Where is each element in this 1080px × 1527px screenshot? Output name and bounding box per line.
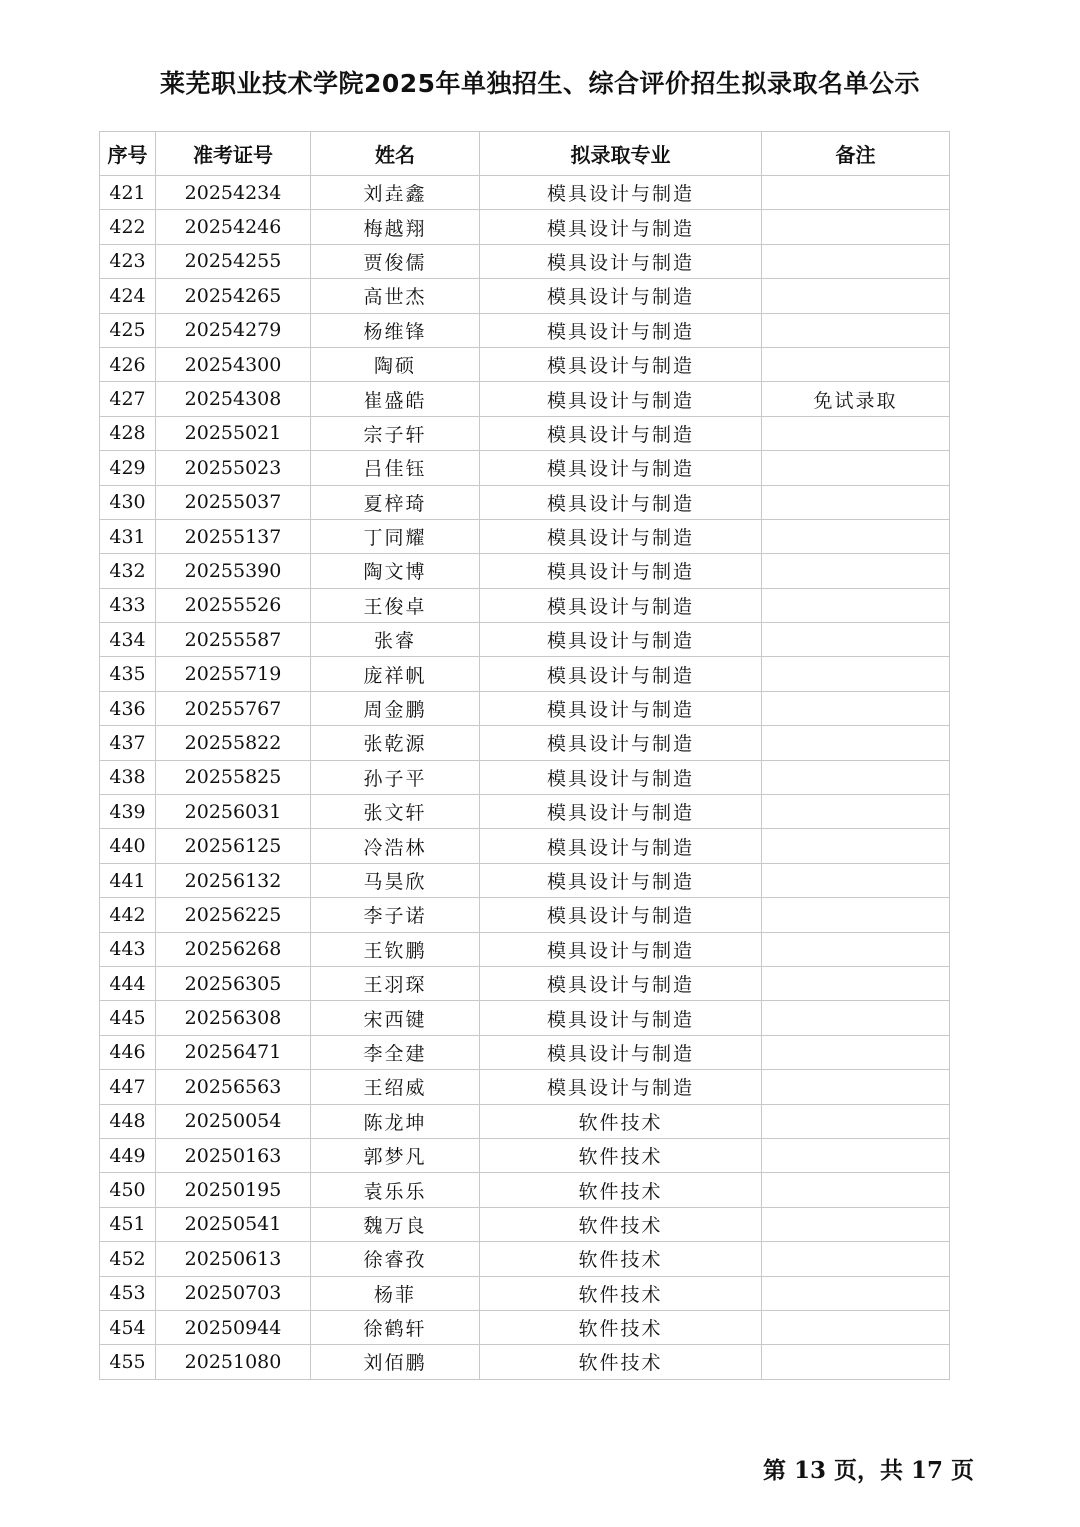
cell-exam-id: 20250163 — [156, 1138, 311, 1172]
page-number: 第 13 页，共 17 页 — [762, 1457, 974, 1484]
cell-exam-id: 20254300 — [156, 347, 311, 381]
cell-exam-id: 20256308 — [156, 1001, 311, 1035]
cell-serial-number: 450 — [100, 1173, 156, 1207]
table-row — [100, 691, 950, 725]
cell-remark — [762, 1310, 950, 1344]
cell-name: 陶文博 — [311, 554, 480, 588]
table-row — [100, 210, 950, 244]
table-row — [100, 1310, 950, 1344]
table-header-row — [100, 132, 950, 176]
header-name: 姓名 — [311, 132, 480, 176]
cell-serial-number: 429 — [100, 451, 156, 485]
cell-name: 梅越翔 — [311, 210, 480, 244]
cell-remark — [762, 932, 950, 966]
cell-serial-number: 434 — [100, 623, 156, 657]
table-row — [100, 1276, 950, 1310]
cell-remark — [762, 863, 950, 897]
cell-serial-number: 455 — [100, 1345, 156, 1379]
cell-name: 高世杰 — [311, 279, 480, 313]
cell-major: 软件技术 — [480, 1138, 762, 1172]
cell-name: 夏梓琦 — [311, 485, 480, 519]
cell-major: 模具设计与制造 — [480, 966, 762, 1000]
cell-serial-number: 443 — [100, 932, 156, 966]
cell-serial-number: 439 — [100, 795, 156, 829]
cell-serial-number: 444 — [100, 966, 156, 1000]
cell-remark — [762, 519, 950, 553]
cell-serial-number: 441 — [100, 863, 156, 897]
cell-name: 王绍威 — [311, 1070, 480, 1104]
header-exam-id: 准考证号 — [156, 132, 311, 176]
table-row — [100, 1242, 950, 1276]
cell-remark — [762, 554, 950, 588]
cell-major: 模具设计与制造 — [480, 898, 762, 932]
table-row — [100, 519, 950, 553]
cell-name: 吕佳钰 — [311, 451, 480, 485]
cell-exam-id: 20251080 — [156, 1345, 311, 1379]
cell-remark — [762, 966, 950, 1000]
cell-remark — [762, 1345, 950, 1379]
cell-serial-number: 432 — [100, 554, 156, 588]
table-row — [100, 863, 950, 897]
cell-exam-id: 20255822 — [156, 726, 311, 760]
table-row — [100, 554, 950, 588]
cell-major: 模具设计与制造 — [480, 519, 762, 553]
cell-exam-id: 20255587 — [156, 623, 311, 657]
cell-exam-id: 20255767 — [156, 691, 311, 725]
cell-serial-number: 427 — [100, 382, 156, 416]
table-row — [100, 657, 950, 691]
cell-major: 模具设计与制造 — [480, 726, 762, 760]
cell-remark — [762, 244, 950, 278]
table-row — [100, 1104, 950, 1138]
cell-major: 模具设计与制造 — [480, 347, 762, 381]
cell-exam-id: 20254265 — [156, 279, 311, 313]
cell-exam-id: 20250613 — [156, 1242, 311, 1276]
cell-name: 张乾源 — [311, 726, 480, 760]
table-row — [100, 1345, 950, 1379]
cell-name: 郭梦凡 — [311, 1138, 480, 1172]
cell-serial-number: 446 — [100, 1035, 156, 1069]
cell-exam-id: 20255137 — [156, 519, 311, 553]
cell-name: 丁同耀 — [311, 519, 480, 553]
cell-major: 模具设计与制造 — [480, 829, 762, 863]
cell-name: 张睿 — [311, 623, 480, 657]
cell-remark — [762, 1070, 950, 1104]
cell-exam-id: 20254234 — [156, 176, 311, 210]
table-row — [100, 1035, 950, 1069]
document-title: 莱芜职业技术学院2025年单独招生、综合评价招生拟录取名单公示 — [159, 69, 921, 98]
cell-serial-number: 448 — [100, 1104, 156, 1138]
table-row — [100, 485, 950, 519]
cell-name: 张文轩 — [311, 795, 480, 829]
cell-major: 模具设计与制造 — [480, 588, 762, 622]
cell-remark — [762, 1242, 950, 1276]
table-row — [100, 176, 950, 210]
cell-major: 模具设计与制造 — [480, 691, 762, 725]
cell-name: 徐鹤轩 — [311, 1310, 480, 1344]
cell-name: 宋西键 — [311, 1001, 480, 1035]
cell-exam-id: 20255023 — [156, 451, 311, 485]
cell-major: 模具设计与制造 — [480, 485, 762, 519]
table-row — [100, 451, 950, 485]
table-row — [100, 760, 950, 794]
cell-major: 模具设计与制造 — [480, 416, 762, 450]
cell-exam-id: 20255825 — [156, 760, 311, 794]
table-body — [100, 176, 950, 1380]
cell-major: 模具设计与制造 — [480, 313, 762, 347]
cell-exam-id: 20254308 — [156, 382, 311, 416]
cell-remark — [762, 416, 950, 450]
table-row — [100, 623, 950, 657]
cell-remark — [762, 657, 950, 691]
cell-remark — [762, 1276, 950, 1310]
header-serial-number: 序号 — [100, 132, 156, 176]
cell-major: 软件技术 — [480, 1276, 762, 1310]
cell-serial-number: 442 — [100, 898, 156, 932]
cell-name: 贾俊儒 — [311, 244, 480, 278]
cell-serial-number: 421 — [100, 176, 156, 210]
cell-serial-number: 424 — [100, 279, 156, 313]
cell-major: 软件技术 — [480, 1104, 762, 1138]
cell-serial-number: 453 — [100, 1276, 156, 1310]
cell-name: 宗子轩 — [311, 416, 480, 450]
table-row — [100, 244, 950, 278]
cell-serial-number: 433 — [100, 588, 156, 622]
cell-remark — [762, 347, 950, 381]
table-row — [100, 1070, 950, 1104]
cell-serial-number: 447 — [100, 1070, 156, 1104]
cell-major: 模具设计与制造 — [480, 932, 762, 966]
cell-exam-id: 20256268 — [156, 932, 311, 966]
cell-major: 模具设计与制造 — [480, 176, 762, 210]
cell-serial-number: 437 — [100, 726, 156, 760]
cell-remark — [762, 726, 950, 760]
cell-serial-number: 426 — [100, 347, 156, 381]
cell-remark — [762, 313, 950, 347]
cell-remark — [762, 829, 950, 863]
cell-major: 模具设计与制造 — [480, 795, 762, 829]
cell-serial-number: 428 — [100, 416, 156, 450]
cell-serial-number: 422 — [100, 210, 156, 244]
cell-serial-number: 440 — [100, 829, 156, 863]
cell-major: 模具设计与制造 — [480, 554, 762, 588]
cell-name: 冷浩林 — [311, 829, 480, 863]
table-row — [100, 795, 950, 829]
cell-exam-id: 20250703 — [156, 1276, 311, 1310]
cell-name: 孙子平 — [311, 760, 480, 794]
cell-major: 模具设计与制造 — [480, 657, 762, 691]
cell-name: 李子诺 — [311, 898, 480, 932]
cell-remark — [762, 485, 950, 519]
cell-remark — [762, 760, 950, 794]
cell-serial-number: 438 — [100, 760, 156, 794]
cell-exam-id: 20256563 — [156, 1070, 311, 1104]
cell-major: 软件技术 — [480, 1310, 762, 1344]
cell-serial-number: 451 — [100, 1207, 156, 1241]
cell-major: 模具设计与制造 — [480, 1001, 762, 1035]
cell-serial-number: 425 — [100, 313, 156, 347]
table-row — [100, 726, 950, 760]
table-row — [100, 588, 950, 622]
cell-name: 庞祥帆 — [311, 657, 480, 691]
table-row — [100, 416, 950, 450]
cell-major: 模具设计与制造 — [480, 210, 762, 244]
cell-remark — [762, 176, 950, 210]
cell-name: 杨维锋 — [311, 313, 480, 347]
cell-major: 软件技术 — [480, 1345, 762, 1379]
table-row — [100, 382, 950, 416]
cell-exam-id: 20256305 — [156, 966, 311, 1000]
cell-name: 杨菲 — [311, 1276, 480, 1310]
table-row — [100, 932, 950, 966]
cell-major: 模具设计与制造 — [480, 279, 762, 313]
cell-exam-id: 20254255 — [156, 244, 311, 278]
table-row — [100, 1138, 950, 1172]
table-row — [100, 313, 950, 347]
cell-exam-id: 20250944 — [156, 1310, 311, 1344]
cell-remark — [762, 691, 950, 725]
cell-major: 模具设计与制造 — [480, 863, 762, 897]
cell-major: 软件技术 — [480, 1207, 762, 1241]
cell-remark: 免试录取 — [762, 382, 950, 416]
cell-remark — [762, 898, 950, 932]
cell-name: 王钦鹏 — [311, 932, 480, 966]
cell-major: 模具设计与制造 — [480, 1035, 762, 1069]
cell-exam-id: 20254279 — [156, 313, 311, 347]
cell-exam-id: 20256031 — [156, 795, 311, 829]
cell-serial-number: 431 — [100, 519, 156, 553]
table-row — [100, 966, 950, 1000]
table-row — [100, 1207, 950, 1241]
cell-exam-id: 20250541 — [156, 1207, 311, 1241]
cell-serial-number: 452 — [100, 1242, 156, 1276]
cell-remark — [762, 1207, 950, 1241]
cell-remark — [762, 1138, 950, 1172]
table-row — [100, 347, 950, 381]
cell-exam-id: 20254246 — [156, 210, 311, 244]
cell-major: 软件技术 — [480, 1242, 762, 1276]
cell-name: 王俊卓 — [311, 588, 480, 622]
cell-name: 魏万良 — [311, 1207, 480, 1241]
header-major: 拟录取专业 — [480, 132, 762, 176]
cell-remark — [762, 451, 950, 485]
header-remark: 备注 — [762, 132, 950, 176]
cell-remark — [762, 1173, 950, 1207]
cell-serial-number: 445 — [100, 1001, 156, 1035]
table-row — [100, 1001, 950, 1035]
cell-name: 崔盛皓 — [311, 382, 480, 416]
cell-exam-id: 20256132 — [156, 863, 311, 897]
cell-remark — [762, 795, 950, 829]
cell-remark — [762, 210, 950, 244]
cell-serial-number: 454 — [100, 1310, 156, 1344]
cell-exam-id: 20256225 — [156, 898, 311, 932]
cell-name: 刘垚鑫 — [311, 176, 480, 210]
cell-serial-number: 423 — [100, 244, 156, 278]
cell-name: 刘佰鹏 — [311, 1345, 480, 1379]
cell-name: 陈龙坤 — [311, 1104, 480, 1138]
cell-major: 软件技术 — [480, 1173, 762, 1207]
cell-serial-number: 435 — [100, 657, 156, 691]
cell-exam-id: 20250054 — [156, 1104, 311, 1138]
cell-exam-id: 20255719 — [156, 657, 311, 691]
cell-name: 李全建 — [311, 1035, 480, 1069]
cell-name: 马昊欣 — [311, 863, 480, 897]
cell-remark — [762, 279, 950, 313]
cell-major: 模具设计与制造 — [480, 1070, 762, 1104]
cell-name: 王羽琛 — [311, 966, 480, 1000]
cell-serial-number: 430 — [100, 485, 156, 519]
cell-major: 模具设计与制造 — [480, 623, 762, 657]
cell-remark — [762, 1001, 950, 1035]
cell-name: 周金鹏 — [311, 691, 480, 725]
admission-list-table — [99, 131, 950, 1380]
cell-major: 模具设计与制造 — [480, 451, 762, 485]
table-row — [100, 1173, 950, 1207]
cell-exam-id: 20255390 — [156, 554, 311, 588]
table-row — [100, 898, 950, 932]
cell-name: 陶硕 — [311, 347, 480, 381]
cell-name: 袁乐乐 — [311, 1173, 480, 1207]
cell-exam-id: 20255037 — [156, 485, 311, 519]
cell-name: 徐睿孜 — [311, 1242, 480, 1276]
table-row — [100, 829, 950, 863]
cell-remark — [762, 1104, 950, 1138]
cell-exam-id: 20255526 — [156, 588, 311, 622]
cell-serial-number: 436 — [100, 691, 156, 725]
cell-major: 模具设计与制造 — [480, 382, 762, 416]
cell-exam-id: 20255021 — [156, 416, 311, 450]
cell-exam-id: 20256471 — [156, 1035, 311, 1069]
cell-exam-id: 20250195 — [156, 1173, 311, 1207]
cell-remark — [762, 623, 950, 657]
cell-remark — [762, 588, 950, 622]
table-row — [100, 279, 950, 313]
cell-remark — [762, 1035, 950, 1069]
cell-major: 模具设计与制造 — [480, 244, 762, 278]
cell-major: 模具设计与制造 — [480, 760, 762, 794]
cell-exam-id: 20256125 — [156, 829, 311, 863]
cell-serial-number: 449 — [100, 1138, 156, 1172]
